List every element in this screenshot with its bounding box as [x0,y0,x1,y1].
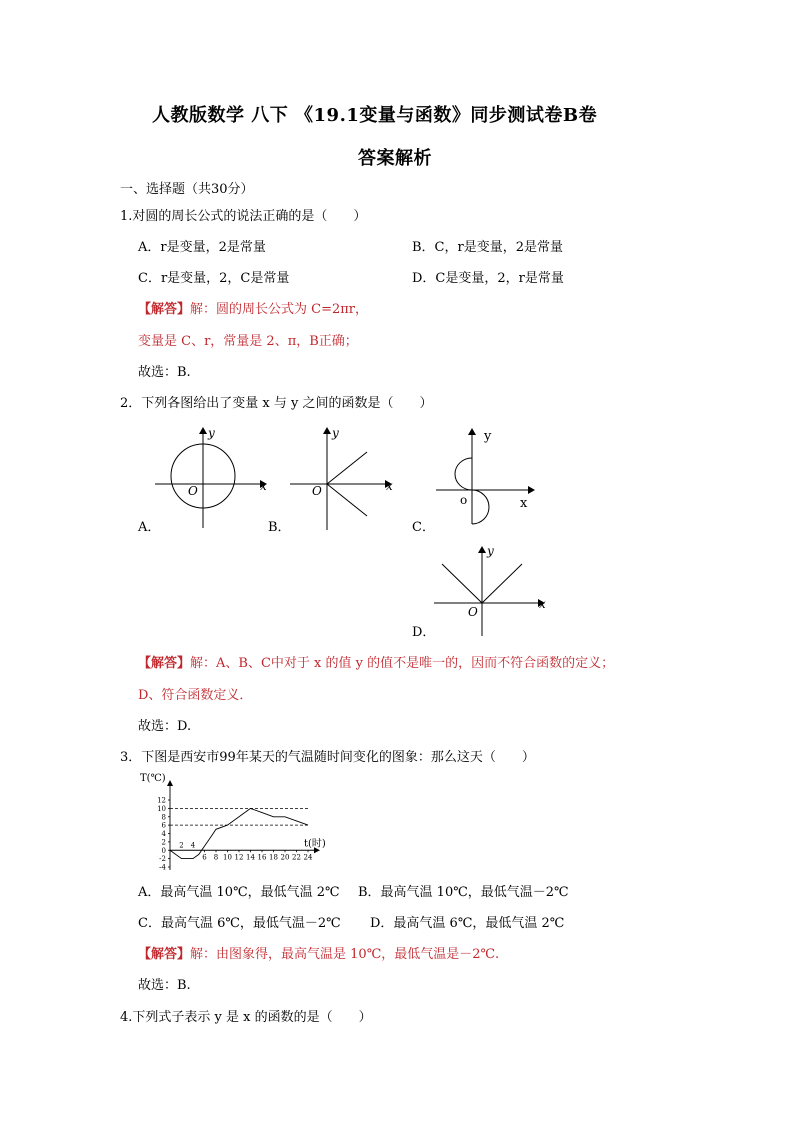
y-axis-label: y [332,426,339,440]
origin-label: O [312,484,322,498]
q2-stem: 2．下列各图给出了变量 x 与 y 之间的函数是（ ） [120,396,433,411]
q2-answer-line1: 解：A、B、C中对于 x 的值 y 的值不是唯一的，因而不符合函数的定义； [190,656,615,671]
q2-label-a: A． [138,520,161,535]
x-tick-label: 22 [292,853,301,862]
answer-tag: 【解答】 [138,947,191,962]
chart-ylabel: T(℃) [140,773,166,784]
x-tick-label: 12 [234,853,244,862]
q3-choose: 故选：B. [138,978,191,993]
answer-tag: 【解答】 [138,302,191,317]
q1-option-c: C．r是变量，2，C是常量 [138,271,290,286]
y-tick-label: -2 [159,855,166,864]
q3-temperature-chart [130,772,350,874]
q2-label-b: B． [268,520,291,535]
origin-label: O [468,605,478,619]
y-tick-label: 6 [161,821,166,830]
x-tick-label: 8 [213,853,219,862]
page-title: 人教版数学 八下 《19.1变量与函数》同步测试卷B卷 [152,105,598,126]
q2-graph-b [285,424,400,534]
x-tick-label: 14 [246,853,255,862]
q1-option-d: D．C是变量，2，r是常量 [412,271,564,286]
x-axis-label: x [386,479,393,493]
q3-option-a: A．最高气温 10℃，最低气温 2℃ [138,885,340,900]
origin-label: O [188,484,198,498]
q1-option-b: B．C，r是变量，2是常量 [412,240,563,255]
x-axis-label: x [260,479,267,493]
y-tick-label: 4 [161,830,166,838]
y-tick-label: 12 [157,796,166,805]
q1-option-a: A．r是变量，2是常量 [138,240,266,255]
q2-graph-c [432,424,542,536]
q2-label-d: D． [412,625,436,640]
q1-answer-line2: 变量是 C、r，常量是 2、π，B正确； [138,334,358,349]
y-axis-arrow [167,780,173,786]
q1-answer-line1: 解：圆的周长公式为 C=2πr， [190,302,369,317]
chart-xlabel: t(时) [304,838,326,850]
x-tick-label: 24 [303,853,313,862]
x-tick-label: 18 [269,853,278,862]
y-tick-label: 0 [161,846,166,855]
y-tick-label: -4 [159,863,166,872]
x-tick-label: 20 [280,853,290,862]
page-subtitle: 答案解析 [358,148,432,169]
y-axis-label: y [208,426,215,440]
q2-graph-d [430,540,555,640]
q2-choose: 故选：D. [138,719,192,734]
x-tick-label: 16 [257,853,267,862]
y-axis-label: y [484,429,492,444]
y-axis-label: y [487,544,494,558]
q1-choose: 故选：B. [138,365,191,380]
x-tick-label: 6 [202,853,207,862]
q4-stem: 4.下列式子表示 y 是 x 的函数的是（ ） [120,1010,372,1025]
q2-label-c: C． [412,520,435,535]
answer-tag: 【解答】 [138,656,191,671]
x-tick-label: 2 [179,841,184,850]
x-tick-label: 10 [223,853,232,862]
q3-answer-line1: 解：由图象得，最高气温是 10℃，最低气温是－2℃. [190,947,500,962]
y-tick-label: 8 [161,813,166,822]
chart-x-ticks [179,841,313,861]
x-axis-label: x [520,496,528,511]
q3-option-b: B．最高气温 10℃，最低气温－2℃ [358,885,569,900]
q2-answer [138,656,614,672]
x-tick-label: 4 [190,841,196,850]
q3-option-d: D．最高气温 6℃，最低气温 2℃ [370,916,565,931]
section-heading: 一、选择题（共30分） [120,182,254,197]
q1-answer [138,302,368,318]
q3-answer [138,947,499,963]
y-tick-label: 10 [157,804,166,813]
q3-option-c: C．最高气温 6℃，最低气温－2℃ [138,916,341,931]
q2-answer-line2: D、符合函数定义． [138,688,253,703]
y-tick-label: 2 [161,838,166,847]
origin-label: o [460,493,468,507]
q3-stem: 3．下图是西安市99年某天的气温随时间变化的图象：那么这天（ ） [120,750,535,765]
chart-y-ticks [157,797,170,872]
x-axis-label: x [539,597,546,611]
q1-stem: 1.对圆的周长公式的说法正确的是（ ） [120,209,367,224]
q2-graph-a [150,424,270,534]
